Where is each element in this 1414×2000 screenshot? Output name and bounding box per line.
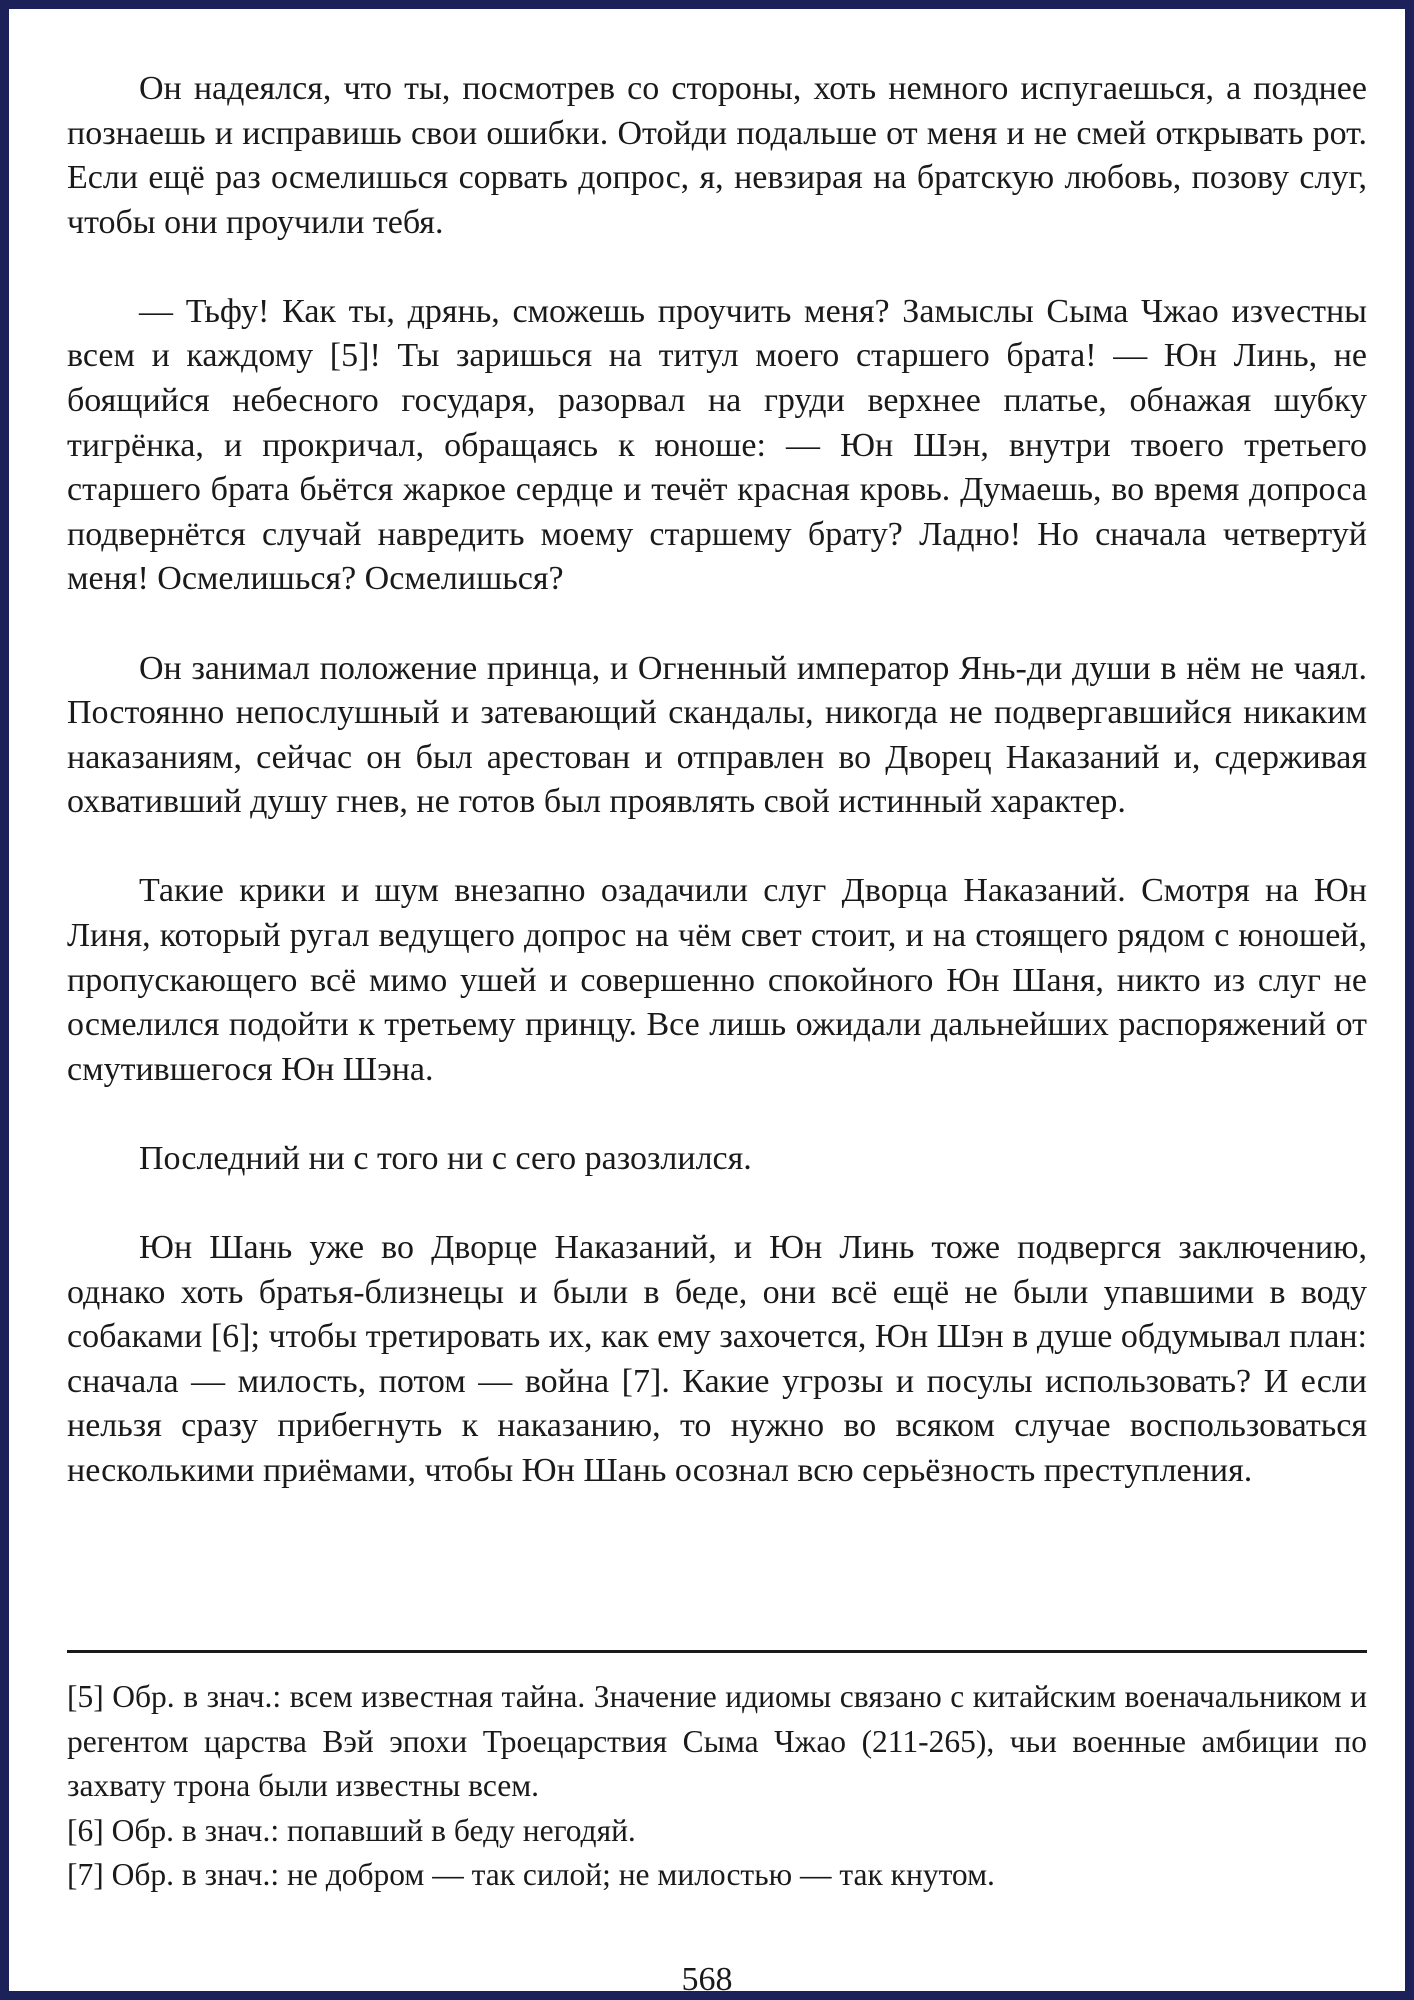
footnotes [67,1675,1367,1898]
footnote-6: [6] Обр. в знач.: попавший в беду негодяй. [67,1812,636,1848]
paragraph-5: Последний ни с того ни с сего разозлился. [139,1139,752,1177]
paragraph-4: Такие крики и шум внезапно озадачили слуг Дворца Наказаний. Смотря на Юн Линя, который ругал ведущего допрос на чём свет стоит, и на стоящего рядом с юношей, пропускающего всё мимо ушей и совершенно спокойного Юн Шаня, никто из слуг не осмелился подойти к третьему принцу. Все лишь ожидали дальнейших распоряжений от смутившегося Юн Шэна. [67,872,1367,1088]
paragraph-6: Юн Шань уже во Дворце Наказаний, и Юн Линь тоже подвергся заключению, однако хоть братья-близнецы и были в беде, они всё ещё не были упавшими в воду собаками [6]; чтобы третировать их, как ему захочется, Юн Шэн в душе обдумывал план: сначала — милость, потом — война [7]. Какие угрозы и посулы использовать? И если нельзя сразу прибегнуть к наказанию, то нужно во всяком случае воспользоваться несколькими приёмами, чтобы Юн Шань осознал всю серьёзность преступления. [67,1228,1367,1489]
paragraph-2: — Тьфу! Как ты, дрянь, сможешь проучить меня? Замыслы Сыма Чжао изvестны всем и каждому [5]! Ты заришься на титул моего старшего брата! — Юн Линь, не боящийся небесного государя, разорвал на груди верхнее платье, обнажая шубку тигрёнка, и прокричал, обращаясь к юноше: — Юн Шэн, внутри твоего третьего старшего брата бьётся жаркое сердце и течёт красная кровь. Думаешь, во время допроса подвернётся случай навредить моему старшему брату? Ладно! Но сначала четвертуй меня! Осмелишься? Осмелишься? [67,292,1367,598]
footnote-7: [7] Обр. в знач.: не добром — так силой; не милостью — так кнутом. [67,1857,995,1893]
footnote-divider [67,1650,1367,1653]
footnote-5: [5] Обр. в знач.: всем известная тайна. Значение идиомы связано с китайским военачальником и регентом царства Вэй эпохи Троецарствия Сыма Чжао (211-265), чьи военные амбиции по захвату трона были известны всем. [67,1679,1367,1804]
page-number: 568 [681,1961,733,1998]
paragraph-1: Он надеялся, что ты, посмотрев со стороны, хоть немного испугаешься, а позднее познаешь и исправишь свои ошибки. Отойди подальше от меня и не смей открывать рот. Если ещё раз осмелишься сорвать допрос, я, невзирая на братскую любовь, позову слуг, чтобы они проучили тебя. [67,70,1367,241]
main-text [67,67,1367,1538]
paragraph-3: Он занимал положение принца, и Огненный император Янь-ди души в нём не чаял. Постоянно непослушный и затевающий скандалы, никогда не подвергавшийся никаким наказаниям, сейчас он был арестован и отправлен во Дворец Наказаний и, сдерживая охвативший душу гнев, не готов был проявлять свой истинный характер. [67,649,1367,821]
